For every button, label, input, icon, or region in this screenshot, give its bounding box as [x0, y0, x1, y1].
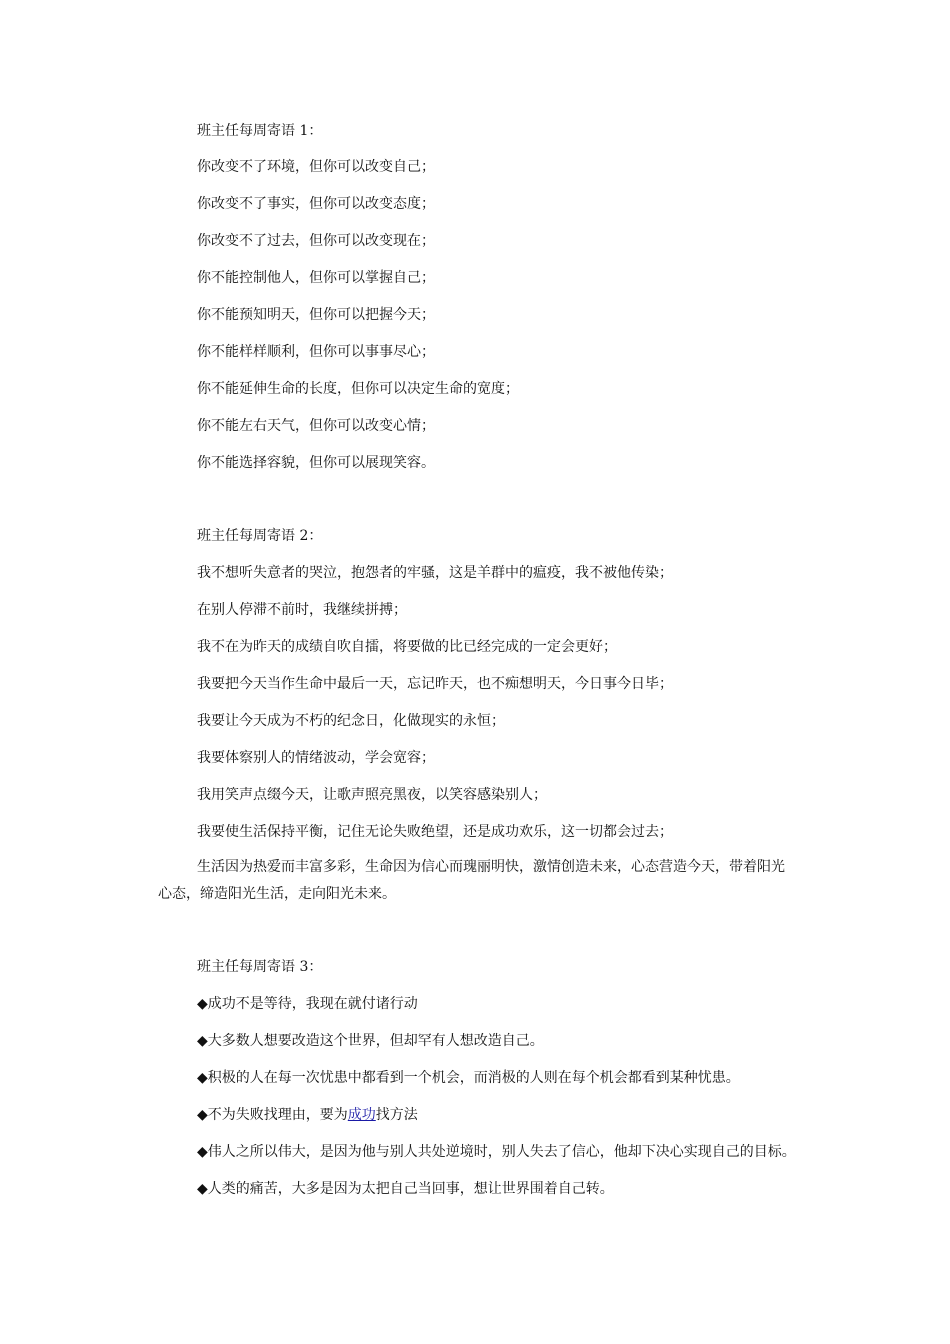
success-link[interactable]: 成功	[347, 1107, 376, 1123]
section-2-line-6: 我要体察别人的情绪波动，学会宽容；	[197, 750, 435, 766]
section-1-line-1: 你改变不了环境，但你可以改变自己；	[197, 159, 435, 175]
section-1-line-9: 你不能选择容貌，但你可以展现笑容。	[197, 455, 435, 471]
section-3-line-6: ◆人类的痛苦，大多是因为太把自己当回事，想让世界围着自己转。	[197, 1181, 614, 1197]
section-3-line-5: ◆伟人之所以伟大，是因为他与别人共处逆境时，别人失去了信心，他却下决心实现自己的目标。	[197, 1144, 796, 1160]
section-3-line-4-after: 找方法	[375, 1107, 418, 1123]
section-1-line-8: 你不能左右天气，但你可以改变心情；	[197, 418, 435, 434]
section-2-line-2: 在别人停滞不前时，我继续拼搏；	[197, 602, 407, 618]
section-1-line-5: 你不能预知明天，但你可以把握今天；	[197, 307, 435, 323]
section-1-heading: 班主任每周寄语 1：	[197, 123, 323, 139]
section-1-line-2: 你改变不了事实，但你可以改变态度；	[197, 196, 435, 212]
section-1-line-6: 你不能样样顺利，但你可以事事尽心；	[197, 344, 435, 360]
section-3-line-2: ◆大多数人想要改造这个世界，但却罕有人想改造自己。	[197, 1033, 544, 1049]
section-2-line-1: 我不想听失意者的哭泣，抱怨者的牢骚，这是羊群中的瘟疫，我不被他传染；	[197, 565, 673, 581]
section-2-line-4: 我要把今天当作生命中最后一天，忘记昨天，也不痴想明天，今日事今日毕；	[197, 676, 673, 692]
section-2-line-3: 我不在为昨天的成绩自吹自擂，将要做的比已经完成的一定会更好；	[197, 639, 617, 655]
section-3-line-4-before: ◆不为失败找理由，要为	[197, 1107, 348, 1123]
section-2-line-8: 我要使生活保持平衡，记住无论失败绝望，还是成功欢乐，这一切都会过去；	[197, 824, 673, 840]
section-2-paragraph: 生活因为热爱而丰富多彩，生命因为信心而瑰丽明快，激情创造未来，心态营造今天，带着阳光心态，缔造阳光生活，走向阳光未来。	[158, 859, 785, 902]
section-1-line-3: 你改变不了过去，但你可以改变现在；	[197, 233, 435, 249]
section-1-line-7: 你不能延伸生命的长度，但你可以决定生命的宽度；	[197, 381, 519, 397]
section-3-line-1: ◆成功不是等待，我现在就付诸行动	[197, 996, 418, 1012]
section-2-line-5: 我要让今天成为不朽的纪念日，化做现实的永恒；	[197, 713, 505, 729]
section-3-line-3: ◆积极的人在每一次忧患中都看到一个机会，而消极的人则在每个机会都看到某种忧患。	[197, 1070, 740, 1086]
section-3-heading: 班主任每周寄语 3：	[197, 959, 323, 975]
section-2-line-7: 我用笑声点缀今天，让歌声照亮黑夜，以笑容感染别人；	[197, 787, 547, 803]
section-2-heading: 班主任每周寄语 2：	[197, 528, 323, 544]
section-1-line-4: 你不能控制他人，但你可以掌握自己；	[197, 270, 435, 286]
section-3-line-4	[197, 1106, 418, 1124]
